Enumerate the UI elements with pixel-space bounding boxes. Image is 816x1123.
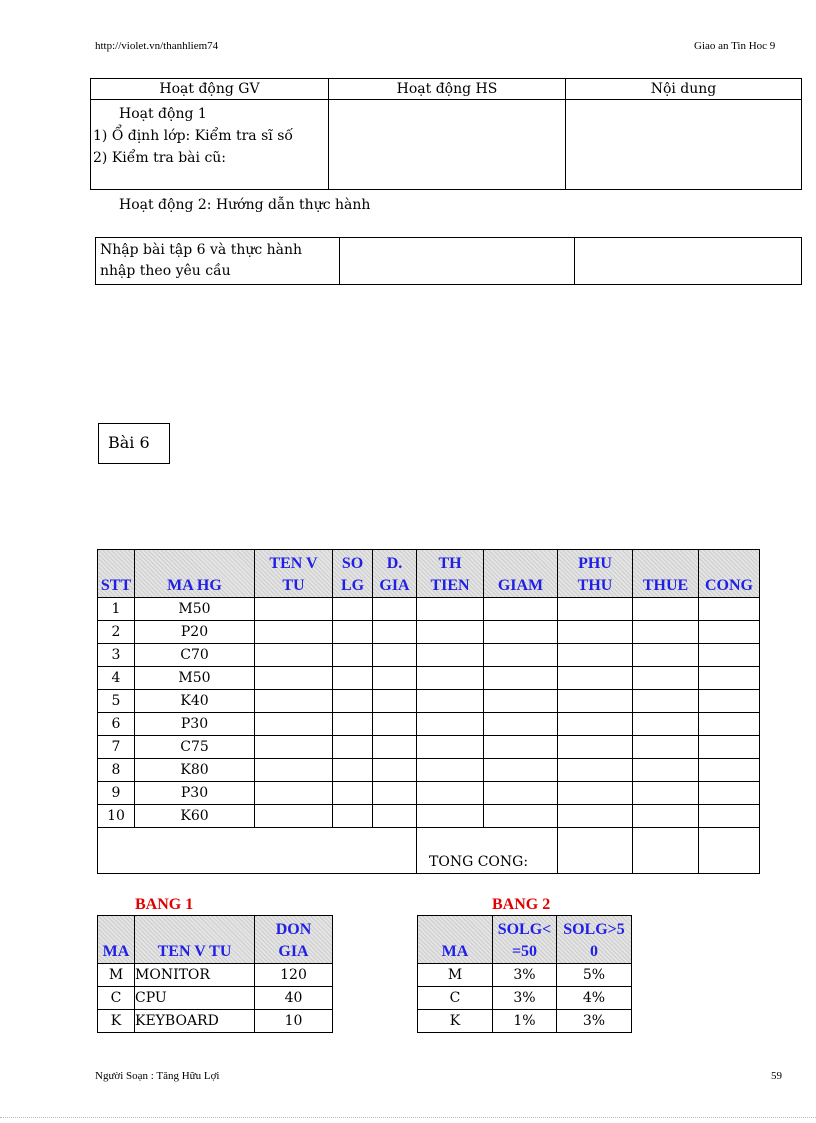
row-d-gia	[373, 782, 417, 805]
row-ten-vt	[255, 667, 333, 690]
row-ten-vt	[255, 690, 333, 713]
row-phu-thu	[558, 621, 633, 644]
row-so-lg	[333, 690, 373, 713]
bang1-col-ma: MA	[98, 916, 135, 964]
col-phu-thu	[558, 550, 633, 598]
col-stt: STT	[98, 550, 135, 598]
row-phu-thu	[558, 713, 633, 736]
table-row	[98, 987, 333, 1010]
col-d-gia	[373, 550, 417, 598]
bang2-row-a: 3%	[493, 964, 557, 987]
total-thue	[633, 828, 699, 874]
row-so-lg	[333, 805, 373, 828]
main-table-body	[98, 598, 760, 828]
bang1-col-don-gia-line1: DON	[275, 921, 312, 938]
row-th-tien	[417, 759, 484, 782]
bang2-body	[418, 964, 632, 1033]
row-giam	[484, 690, 558, 713]
row-phu-thu	[558, 667, 633, 690]
row-so-lg	[333, 736, 373, 759]
row-so-lg	[333, 621, 373, 644]
col-phu-thu-line2: THU	[577, 577, 613, 594]
bang2-title: BANG 2	[492, 896, 551, 913]
col-so-lg-line1: SO	[341, 555, 364, 572]
row-giam	[484, 598, 558, 621]
row-ma-hg: K60	[135, 805, 255, 828]
col-header-teacher: Hoạt động GV	[91, 79, 329, 100]
table-row	[98, 690, 760, 713]
bang1-row-gia: 120	[255, 964, 333, 987]
row-stt: 10	[98, 805, 135, 828]
row-d-gia	[373, 598, 417, 621]
row-ma-hg: P30	[135, 713, 255, 736]
col-thue: THUE	[633, 550, 699, 598]
row-cong	[699, 667, 760, 690]
bang2-col-solg-le-50	[493, 916, 557, 964]
row-th-tien	[417, 805, 484, 828]
task-table	[95, 237, 802, 285]
task-cell	[96, 238, 340, 285]
row-cong	[699, 690, 760, 713]
row-giam	[484, 782, 558, 805]
table-row	[98, 964, 333, 987]
row-ma-hg: K80	[135, 759, 255, 782]
row-ma-hg: C75	[135, 736, 255, 759]
row-thue	[633, 621, 699, 644]
row-phu-thu	[558, 782, 633, 805]
row-so-lg	[333, 759, 373, 782]
activity1-content-cell	[566, 100, 802, 190]
col-giam: GIAM	[484, 550, 558, 598]
task-line1: Nhập bài tập 6 và thực hành	[100, 242, 303, 258]
row-ten-vt	[255, 713, 333, 736]
bang2-col-b-line2: 0	[590, 943, 598, 960]
activity1-title: Hoạt động 1	[119, 106, 207, 122]
row-ma-hg: K40	[135, 690, 255, 713]
row-so-lg	[333, 782, 373, 805]
bang2-row-ma: C	[418, 987, 493, 1010]
total-blank-cell	[98, 828, 417, 874]
row-ma-hg: C70	[135, 644, 255, 667]
row-giam	[484, 621, 558, 644]
exercise-label: Bài 6	[108, 433, 150, 452]
bang1-row-ten: KEYBOARD	[135, 1010, 255, 1033]
row-ma-hg: M50	[135, 667, 255, 690]
row-stt: 6	[98, 713, 135, 736]
col-header-content: Nội dung	[566, 79, 802, 100]
row-cong	[699, 644, 760, 667]
activity1-cell	[91, 100, 329, 190]
total-phu-thu	[558, 828, 633, 874]
row-phu-thu	[558, 805, 633, 828]
table-row	[98, 759, 760, 782]
col-ten-vt	[255, 550, 333, 598]
bang1-row-ten: MONITOR	[135, 964, 255, 987]
activity1-item2: 2) Kiểm tra bài cũ:	[93, 150, 227, 166]
col-so-lg	[333, 550, 373, 598]
row-so-lg	[333, 598, 373, 621]
bang2-col-a-line1: SOLG<	[497, 921, 552, 938]
row-cong	[699, 736, 760, 759]
footer-author: Người Soạn : Tăng Hữu Lợi	[95, 1070, 220, 1082]
table-row	[98, 621, 760, 644]
row-thue	[633, 782, 699, 805]
row-cong	[699, 713, 760, 736]
row-stt: 1	[98, 598, 135, 621]
bang2-row-b: 3%	[557, 1010, 632, 1033]
total-row	[98, 828, 760, 874]
row-stt: 7	[98, 736, 135, 759]
col-so-lg-line2: LG	[340, 577, 365, 594]
exercise-label-box	[98, 423, 170, 464]
total-label: TONG CONG:	[417, 828, 558, 874]
row-thue	[633, 644, 699, 667]
row-thue	[633, 805, 699, 828]
table-row	[98, 667, 760, 690]
row-ma-hg: P30	[135, 782, 255, 805]
bang2-row-b: 4%	[557, 987, 632, 1010]
bang2-row-b: 5%	[557, 964, 632, 987]
table-row	[98, 805, 760, 828]
table-row	[98, 782, 760, 805]
row-stt: 3	[98, 644, 135, 667]
row-d-gia	[373, 690, 417, 713]
row-th-tien	[417, 736, 484, 759]
row-giam	[484, 713, 558, 736]
bang2-table	[417, 915, 632, 1033]
row-so-lg	[333, 713, 373, 736]
row-cong	[699, 759, 760, 782]
row-stt: 4	[98, 667, 135, 690]
row-thue	[633, 736, 699, 759]
row-giam	[484, 759, 558, 782]
row-thue	[633, 598, 699, 621]
row-thue	[633, 713, 699, 736]
row-ten-vt	[255, 621, 333, 644]
footer-page-number: 59	[771, 1070, 782, 1082]
row-d-gia	[373, 736, 417, 759]
bang2-row-ma: K	[418, 1010, 493, 1033]
row-th-tien	[417, 690, 484, 713]
bang1-row-ma: K	[98, 1010, 135, 1033]
header-url: http://violet.vn/thanhliem74	[95, 40, 219, 52]
row-ma-hg: P20	[135, 621, 255, 644]
page-bottom-divider	[0, 1117, 816, 1118]
bang2-col-solg-gt-50	[557, 916, 632, 964]
col-ten-vt-line2: TU	[282, 577, 305, 594]
row-d-gia	[373, 759, 417, 782]
col-cong: CONG	[699, 550, 760, 598]
row-stt: 8	[98, 759, 135, 782]
row-ten-vt	[255, 736, 333, 759]
row-ten-vt	[255, 782, 333, 805]
bang1-row-ten: CPU	[135, 987, 255, 1010]
row-phu-thu	[558, 690, 633, 713]
row-th-tien	[417, 782, 484, 805]
bang2-col-ma: MA	[418, 916, 493, 964]
activity2-title: Hoạt động 2: Hướng dẫn thực hành	[119, 197, 371, 213]
row-cong	[699, 805, 760, 828]
task-line2: nhập theo yêu cầu	[100, 263, 231, 279]
row-th-tien	[417, 598, 484, 621]
row-th-tien	[417, 621, 484, 644]
row-phu-thu	[558, 736, 633, 759]
row-giam	[484, 736, 558, 759]
task-student-cell	[340, 238, 575, 285]
bang2-row-a: 3%	[493, 987, 557, 1010]
table-row	[98, 1010, 333, 1033]
bang1-title: BANG 1	[135, 896, 194, 913]
col-th-tien	[417, 550, 484, 598]
bang1-col-don-gia	[255, 916, 333, 964]
total-cong	[699, 828, 760, 874]
bang2-row-ma: M	[418, 964, 493, 987]
table-row	[418, 964, 632, 987]
row-d-gia	[373, 805, 417, 828]
bang1-row-gia: 40	[255, 987, 333, 1010]
row-phu-thu	[558, 759, 633, 782]
col-th-tien-line2: TIEN	[430, 577, 470, 594]
bang2-row-a: 1%	[493, 1010, 557, 1033]
row-d-gia	[373, 713, 417, 736]
task-content-cell	[575, 238, 802, 285]
row-giam	[484, 805, 558, 828]
table-row	[98, 598, 760, 621]
row-stt: 9	[98, 782, 135, 805]
row-thue	[633, 690, 699, 713]
table-row	[98, 736, 760, 759]
bang2-col-b-line1: SOLG>5	[563, 921, 625, 938]
row-stt: 5	[98, 690, 135, 713]
col-ma-hg: MA HG	[135, 550, 255, 598]
main-table	[97, 549, 760, 874]
activity1-item1: 1) Ổ định lớp: Kiểm tra sĩ số	[93, 128, 293, 144]
row-d-gia	[373, 621, 417, 644]
bang1-col-don-gia-line2: GIA	[278, 943, 309, 960]
row-th-tien	[417, 667, 484, 690]
col-th-tien-line1: TH	[438, 555, 462, 572]
row-cong	[699, 621, 760, 644]
row-cong	[699, 782, 760, 805]
row-so-lg	[333, 644, 373, 667]
row-th-tien	[417, 644, 484, 667]
col-d-gia-line2: GIA	[379, 577, 410, 594]
col-d-gia-line1: D.	[386, 555, 403, 572]
bang1-row-ma: C	[98, 987, 135, 1010]
row-ten-vt	[255, 644, 333, 667]
row-giam	[484, 644, 558, 667]
row-cong	[699, 598, 760, 621]
row-ten-vt	[255, 759, 333, 782]
row-d-gia	[373, 667, 417, 690]
row-so-lg	[333, 667, 373, 690]
row-phu-thu	[558, 598, 633, 621]
col-ten-vt-line1: TEN V	[269, 555, 318, 572]
activity1-student-cell	[329, 100, 566, 190]
row-stt: 2	[98, 621, 135, 644]
row-thue	[633, 759, 699, 782]
row-thue	[633, 667, 699, 690]
table-row	[418, 1010, 632, 1033]
table-row	[98, 644, 760, 667]
row-ma-hg: M50	[135, 598, 255, 621]
row-th-tien	[417, 713, 484, 736]
bang1-table	[97, 915, 333, 1033]
lesson-plan-table	[90, 78, 802, 190]
table-row	[418, 987, 632, 1010]
row-ten-vt	[255, 598, 333, 621]
bang2-col-a-line2: =50	[511, 943, 538, 960]
col-phu-thu-line1: PHU	[578, 555, 612, 572]
table-row	[98, 713, 760, 736]
row-d-gia	[373, 644, 417, 667]
bang1-row-ma: M	[98, 964, 135, 987]
row-ten-vt	[255, 805, 333, 828]
header-subject: Giao an Tin Hoc 9	[694, 40, 776, 52]
bang1-body	[98, 964, 333, 1033]
row-phu-thu	[558, 644, 633, 667]
row-giam	[484, 667, 558, 690]
col-header-student: Hoạt động HS	[329, 79, 566, 100]
bang1-row-gia: 10	[255, 1010, 333, 1033]
bang1-col-ten: TEN V TU	[135, 916, 255, 964]
